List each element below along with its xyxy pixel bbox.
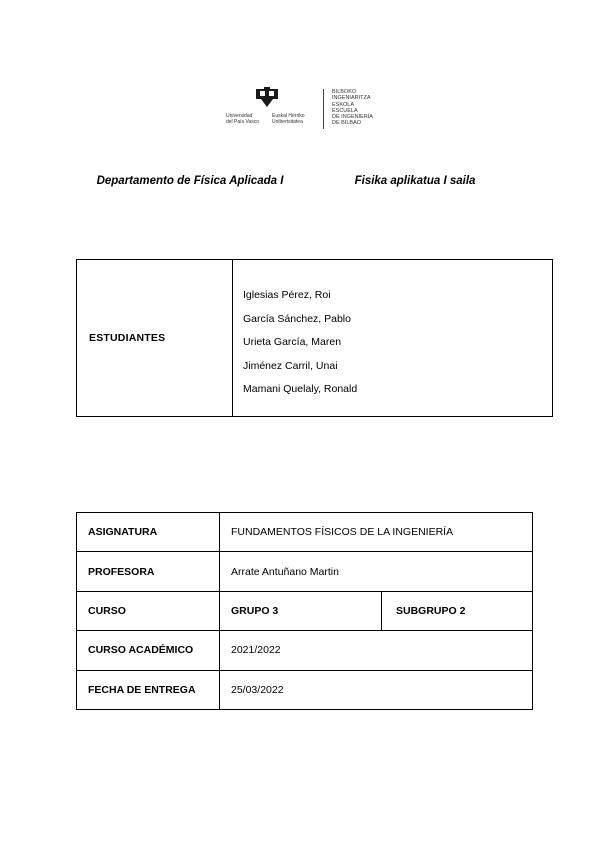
profesora-value: Arrate Antuñano Martin [231,565,339,578]
student-name: Iglesias Pérez, Roi [243,289,331,301]
department-es: Departamento de Física Aplicada I [96,175,284,187]
student-name: Mamani Quelaly, Ronald [243,383,358,395]
upv-ehu-symbol-icon [252,87,282,109]
row-asignatura [77,513,532,552]
students-list [243,288,357,406]
logo-divider [323,89,324,129]
students-label-cell [77,260,233,416]
student-name: Jiménez Carril, Unai [243,359,338,372]
profesora-label: PROFESORA [77,552,220,590]
logo-school-name: BILBOKO INGENIARITZA ESKOLA ESCUELA DE INGENIERÍA DE BILBAO [332,89,373,127]
curso-label: CURSO [77,592,220,630]
logo-caption-eu: Euskal Herriko Unibertsitatea [272,113,305,125]
row-profesora [77,552,532,591]
course-info-table [76,512,533,710]
fecha-entrega-label: FECHA DE ENTREGA [77,671,220,710]
row-curso [77,592,532,631]
university-logo [222,85,382,133]
row-curso-academico [77,631,532,670]
curso-academico-value: 2021/2022 [231,644,281,657]
curso-academico-label: CURSO ACADÉMICO [77,631,220,669]
students-label: ESTUDIANTES [89,332,166,344]
department-eu: Fisika aplikatua I saila [354,175,476,187]
asignatura-label: ASIGNATURA [77,513,220,551]
asignatura-value: FUNDAMENTOS FÍSICOS DE LA INGENIERÍA [231,526,454,539]
students-table [76,259,553,417]
row-fecha-entrega [77,671,532,710]
subgrupo-value: SUBGRUPO 2 [396,604,466,617]
grupo-value: GRUPO 3 [220,592,382,630]
upv-ehu-emblem [222,85,318,133]
fecha-entrega-value: 25/03/2022 [231,684,284,697]
student-name: García Sánchez, Pablo [243,312,351,325]
student-name: Urieta García, Maren [243,336,342,348]
logo-caption-es: Universidad del País Vasco [226,113,259,125]
